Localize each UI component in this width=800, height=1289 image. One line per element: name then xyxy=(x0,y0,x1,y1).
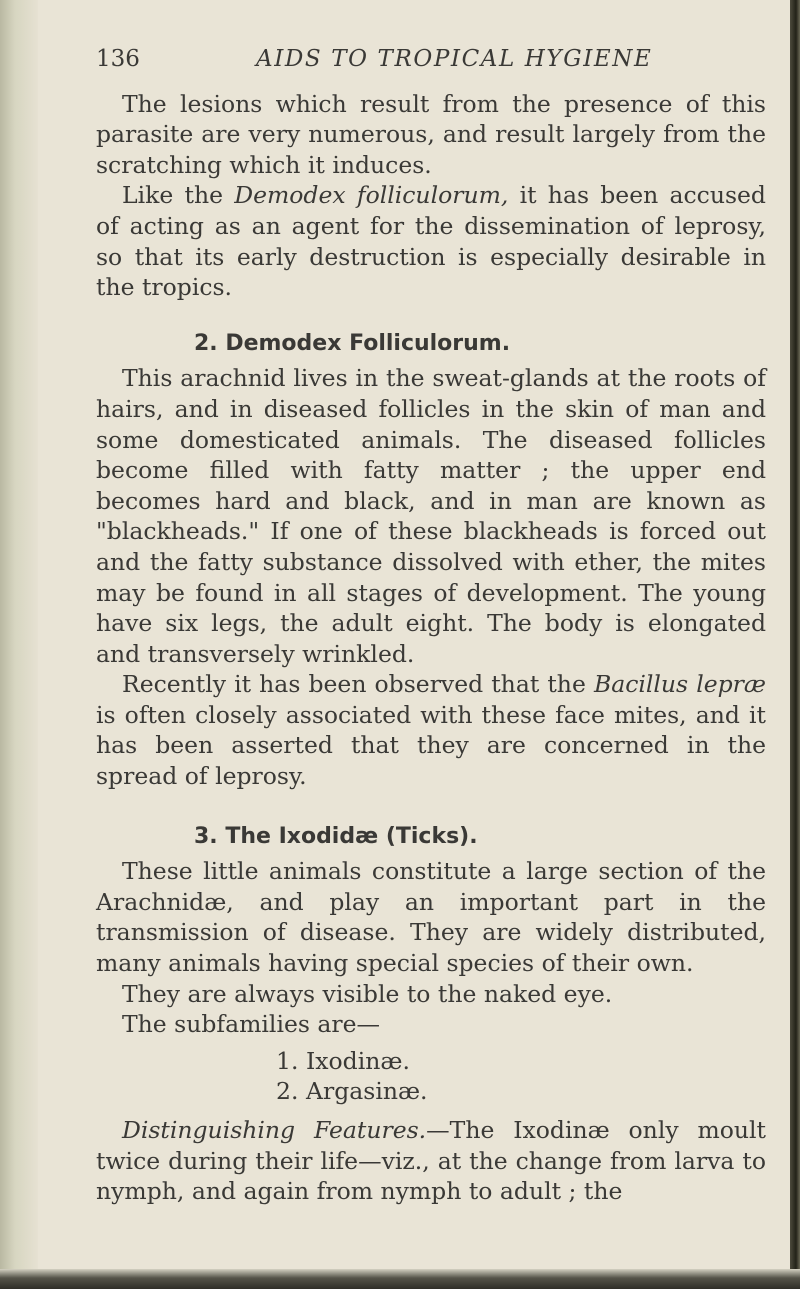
list-item xyxy=(276,1076,766,1107)
list-text: Argasinæ. xyxy=(306,1077,428,1106)
list-number: 2. xyxy=(276,1077,299,1106)
text-span: Recently it has been observed that the xyxy=(122,670,594,699)
section-heading-demodex: 2. Demodex Folliculorum. xyxy=(194,330,511,356)
paragraph-leprosy-agent xyxy=(96,180,766,302)
paragraph-distinguishing-features xyxy=(96,1115,766,1207)
paragraph-visible: They are always visible to the naked eye. xyxy=(122,979,613,1008)
section-heading-ixodidae: 3. The Ixodidæ (Ticks). xyxy=(194,823,478,849)
list-text: Ixodinæ. xyxy=(306,1046,410,1075)
paragraph-arachnid: This arachnid lives in the sweat-glands at the roots of hairs, and in diseased follicles in the skin of man and some domesticated animals. The diseased follicles become filled with fatty matter ; the upper end becomes hard and black, and in man are known as "blackheads." If one of these blackheads is forced out and the fatty substance dissolved with ether, the mites may be found in all stages of development. The young have six legs, the adult eight. The body is elongated and transversely wrinkled. xyxy=(96,364,766,668)
paragraph-lesions: The lesions which result from the presence of this parasite are very numerous, and result largely from the scratching which it induces. xyxy=(96,89,766,179)
page-number: 136 xyxy=(96,46,140,72)
running-head: AIDS TO TROPICAL HYGIENE xyxy=(256,46,653,72)
species-name: Bacillus lepræ xyxy=(593,670,766,699)
page-right-edge xyxy=(790,0,800,1289)
page-gutter-shadow xyxy=(0,0,38,1289)
book-page xyxy=(96,44,766,1207)
species-name: Demodex folliculorum, xyxy=(234,181,509,210)
subfamily-list xyxy=(96,1046,766,1107)
page-bottom-edge xyxy=(0,1269,800,1289)
text-span: —The Ixodinæ only moult twice during their life—viz., at the change from larva to nymph, and again from nymph to adult ; the xyxy=(96,1116,766,1206)
text-span: Like the xyxy=(122,181,235,210)
page-header xyxy=(96,44,766,75)
text-span: it has been accused of acting as an agent for the dissemination of leprosy, so that its early destruction is especially desirable in the tropics. xyxy=(96,181,766,302)
list-number: 1. xyxy=(276,1046,299,1075)
text-span: is often closely associated with these face mites, and it has been asserted that they are concerned in the spread of leprosy. xyxy=(96,700,766,791)
paragraph-ticks: These little animals constitute a large section of the Arachnidæ, and play an important part in the transmission of disease. They are widely distributed, many animals having special species of their own. xyxy=(96,857,766,978)
subheading-italic: Distinguishing Features. xyxy=(122,1116,427,1144)
list-item xyxy=(276,1046,766,1077)
paragraph-bacillus xyxy=(96,669,766,791)
paragraph-subfamilies-intro: The subfamilies are— xyxy=(122,1010,381,1039)
